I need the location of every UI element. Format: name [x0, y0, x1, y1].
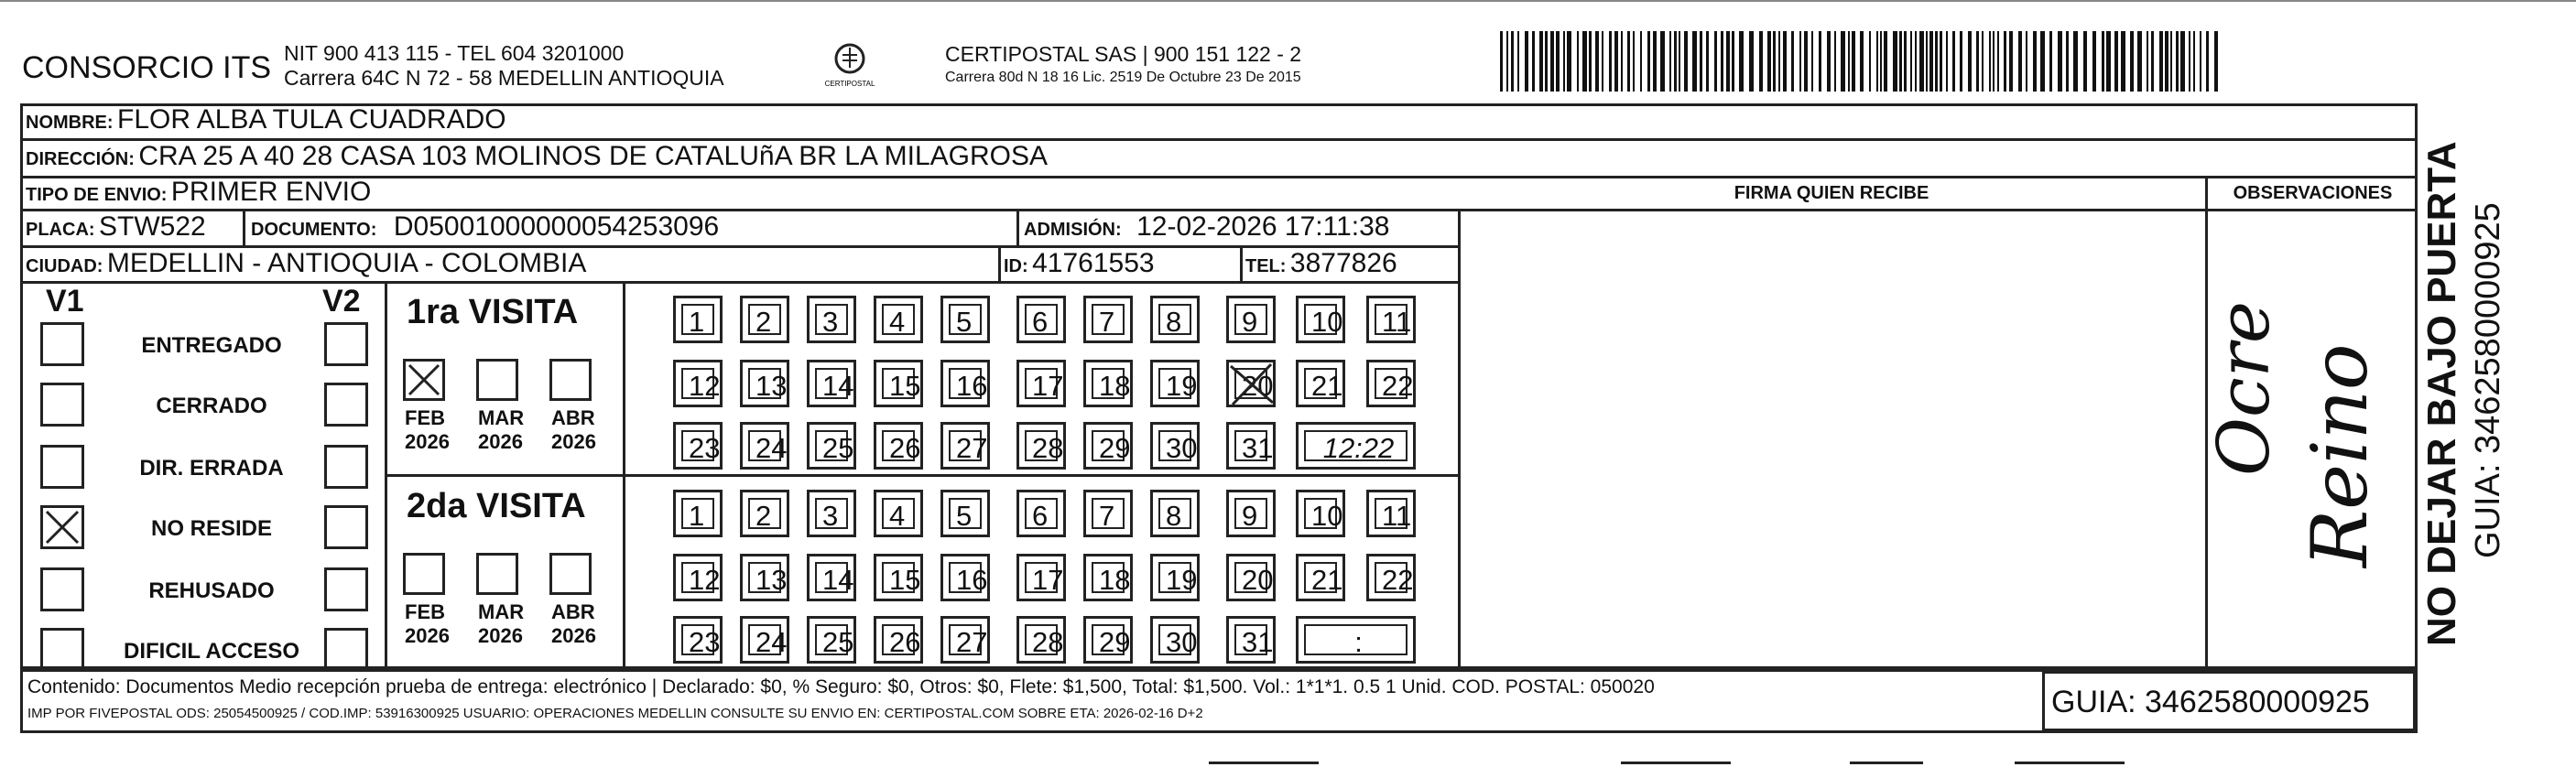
x-mark-icon — [406, 362, 442, 398]
side-guia: GUIA: 3462580000925 — [2469, 202, 2507, 558]
day-box[interactable] — [1150, 360, 1200, 407]
v1-checkbox[interactable] — [40, 322, 84, 366]
day-number: 8 — [1158, 498, 1191, 529]
company-address: Carrera 64C N 72 - 58 MEDELLIN ANTIOQUIA — [284, 66, 724, 90]
ciudad-value: MEDELLIN - ANTIOQUIA - COLOMBIA — [106, 248, 587, 278]
placa-label: PLACA: — [26, 220, 95, 240]
day-box[interactable] — [740, 360, 789, 407]
day-number: 6 — [1025, 304, 1058, 335]
documento-cell — [251, 211, 719, 243]
day-box[interactable] — [807, 554, 856, 601]
day-box[interactable] — [1366, 490, 1416, 537]
day-box[interactable] — [1296, 490, 1345, 537]
footer-guia: GUIA: 3462580000925 — [2051, 685, 2370, 719]
status-option-label: ENTREGADO — [141, 333, 282, 358]
month-label: ABR — [551, 600, 595, 623]
month-checkbox[interactable] — [403, 553, 445, 595]
year-label: 2026 — [405, 624, 450, 647]
day-box[interactable] — [1083, 554, 1133, 601]
placa-value: STW522 — [99, 211, 206, 242]
day-box[interactable] — [807, 422, 856, 470]
day-number: 13 — [748, 368, 781, 399]
documento-value: D05001000000054253096 — [393, 211, 720, 242]
time-box[interactable] — [1296, 616, 1416, 664]
v2-checkbox[interactable] — [324, 445, 368, 489]
day-box[interactable] — [1150, 296, 1200, 343]
day-box[interactable] — [1150, 422, 1200, 470]
day-number: 24 — [748, 624, 781, 655]
day-box[interactable] — [1296, 296, 1345, 343]
year-label: 2026 — [478, 430, 523, 453]
day-number: 9 — [1234, 498, 1267, 529]
day-number: 25 — [815, 430, 848, 461]
day-box[interactable] — [1150, 490, 1200, 537]
direccion-label: DIRECCIÓN: — [26, 149, 135, 169]
admision-label: ADMISIÓN: — [1024, 220, 1122, 240]
day-number: 22 — [1375, 368, 1408, 399]
ciudad-cell — [26, 248, 586, 279]
day-box[interactable] — [740, 554, 789, 601]
day-box[interactable] — [940, 554, 990, 601]
time-box[interactable] — [1296, 422, 1416, 470]
day-box[interactable] — [1016, 554, 1066, 601]
day-number: 4 — [882, 498, 915, 529]
day-number: 7 — [1092, 498, 1125, 529]
year-label: 2026 — [478, 624, 523, 647]
status-option-label: NO RESIDE — [150, 516, 273, 541]
day-box[interactable] — [940, 360, 990, 407]
day-number: 19 — [1158, 368, 1191, 399]
day-box[interactable] — [1083, 296, 1133, 343]
day-box[interactable] — [1083, 616, 1133, 664]
nombre-label: NOMBRE: — [26, 113, 114, 133]
day-number: 24 — [748, 430, 781, 461]
day-number: 16 — [949, 562, 982, 593]
day-number: 14 — [815, 368, 848, 399]
day-number: 26 — [882, 430, 915, 461]
visit1-title: 1ra VISITA — [407, 293, 579, 331]
day-number: 23 — [681, 624, 714, 655]
year-label: 2026 — [551, 430, 596, 453]
day-number: 26 — [882, 624, 915, 655]
day-box[interactable] — [1226, 490, 1276, 537]
day-box[interactable] — [673, 554, 723, 601]
day-box[interactable] — [1296, 360, 1345, 407]
day-box[interactable] — [673, 616, 723, 664]
footer-line1: Contenido: Documentos Medio recepción prueba de entrega: electrónico | Declarado: $0, % Seguro: $0, Otros: $0, Flete: $1,500, Total: $1,500. Vol.: 1*1*1. 0.5 1 Unid. COD. POSTAL: 050020 — [27, 676, 1655, 697]
v1-checkbox[interactable] — [40, 505, 84, 549]
day-box[interactable] — [673, 296, 723, 343]
day-number: 1 — [681, 498, 714, 529]
day-number: 1 — [681, 304, 714, 335]
day-box[interactable] — [1226, 360, 1276, 407]
tel-value: 3877826 — [1289, 248, 1397, 278]
month-label: FEB — [405, 406, 445, 429]
status-option-label: CERRADO — [156, 394, 267, 418]
day-box[interactable] — [1226, 554, 1276, 601]
day-box[interactable] — [874, 296, 923, 343]
day-number: 17 — [1025, 562, 1058, 593]
day-box[interactable] — [874, 616, 923, 664]
v2-checkbox[interactable] — [324, 505, 368, 549]
x-mark-icon — [1229, 362, 1275, 406]
day-number: 6 — [1025, 498, 1058, 529]
nombre-value: FLOR ALBA TULA CUADRADO — [117, 104, 506, 135]
day-number: 3 — [815, 498, 848, 529]
certipostal-line2: Carrera 80d N 18 16 Lic. 2519 De Octubre 23 De 2015 — [945, 70, 1301, 85]
month-checkbox[interactable] — [549, 359, 592, 401]
v1-label: V1 — [46, 284, 84, 319]
nombre-row — [26, 104, 506, 135]
day-box[interactable] — [740, 490, 789, 537]
day-number: 13 — [748, 562, 781, 593]
v2-checkbox[interactable] — [324, 383, 368, 427]
day-number: 12 — [681, 562, 714, 593]
month-checkbox[interactable] — [403, 359, 445, 401]
day-box[interactable] — [807, 490, 856, 537]
tipo-label: TIPO DE ENVIO: — [26, 185, 168, 205]
v1-checkbox[interactable] — [40, 445, 84, 489]
direccion-row — [26, 141, 1048, 172]
day-box[interactable] — [1016, 360, 1066, 407]
day-box[interactable] — [940, 490, 990, 537]
day-number: 28 — [1025, 624, 1058, 655]
month-label: FEB — [405, 600, 445, 623]
day-box[interactable] — [874, 422, 923, 470]
day-box[interactable] — [807, 360, 856, 407]
barcode-icon — [1500, 31, 2223, 92]
day-box[interactable] — [1083, 422, 1133, 470]
svg-text:CERTIPOSTAL: CERTIPOSTAL — [824, 80, 875, 88]
day-box[interactable] — [1016, 616, 1066, 664]
day-number: 12 — [681, 368, 714, 399]
day-box[interactable] — [874, 554, 923, 601]
day-number: 30 — [1158, 624, 1191, 655]
day-number: 31 — [1234, 430, 1267, 461]
month-checkbox[interactable] — [476, 553, 518, 595]
day-number: 8 — [1158, 304, 1191, 335]
day-box[interactable] — [1226, 422, 1276, 470]
placa-cell — [26, 211, 206, 243]
day-box[interactable] — [673, 490, 723, 537]
day-number: 18 — [1092, 562, 1125, 593]
day-box[interactable] — [740, 296, 789, 343]
day-number: 27 — [949, 624, 982, 655]
day-box[interactable] — [1296, 554, 1345, 601]
v1-checkbox[interactable] — [40, 383, 84, 427]
observaciones-header: OBSERVACIONES — [2233, 183, 2393, 203]
admision-cell — [1024, 211, 1389, 243]
direccion-value: CRA 25 A 40 28 CASA 103 MOLINOS DE CATALUñA BR LA MILAGROSA — [138, 141, 1049, 171]
day-number: 4 — [882, 304, 915, 335]
day-number: 21 — [1304, 562, 1337, 593]
day-box[interactable] — [807, 616, 856, 664]
day-number: 29 — [1092, 624, 1125, 655]
tipo-value: PRIMER ENVIO — [170, 177, 372, 207]
day-number: 5 — [949, 304, 982, 335]
day-box[interactable] — [1366, 296, 1416, 343]
tel-cell — [1245, 248, 1397, 279]
status-option-label: DIFICIL ACCESO — [123, 639, 299, 664]
day-number: 31 — [1234, 624, 1267, 655]
company-nit: NIT 900 413 115 - TEL 604 3201000 — [284, 41, 625, 65]
side-warning: NO DEJAR BAJO PUERTA — [2419, 141, 2464, 646]
day-number: 10 — [1304, 498, 1337, 529]
v2-checkbox[interactable] — [324, 567, 368, 611]
day-box[interactable] — [673, 360, 723, 407]
day-number: 5 — [949, 498, 982, 529]
day-box[interactable] — [1016, 490, 1066, 537]
day-box[interactable] — [740, 422, 789, 470]
day-number: 15 — [882, 562, 915, 593]
day-box[interactable] — [1083, 490, 1133, 537]
documento-label: DOCUMENTO: — [251, 220, 377, 240]
day-number: 29 — [1092, 430, 1125, 461]
day-number: 10 — [1304, 304, 1337, 335]
day-number: 19 — [1158, 562, 1191, 593]
day-box[interactable] — [940, 296, 990, 343]
time-value: : — [1304, 624, 1408, 655]
day-box[interactable] — [1083, 360, 1133, 407]
company-name: CONSORCIO ITS — [22, 50, 272, 85]
day-number: 9 — [1234, 304, 1267, 335]
v2-checkbox[interactable] — [324, 322, 368, 366]
admision-value: 12-02-2026 17:11:38 — [1136, 211, 1390, 242]
day-box[interactable] — [940, 616, 990, 664]
day-number: 14 — [815, 562, 848, 593]
day-number: 20 — [1234, 562, 1267, 593]
day-number: 28 — [1025, 430, 1058, 461]
handwriting-line1: Ocre — [2203, 300, 2286, 476]
day-box[interactable] — [1366, 554, 1416, 601]
day-number: 2 — [748, 498, 781, 529]
status-option-label: DIR. ERRADA — [139, 456, 284, 481]
time-value: 12:22 — [1304, 430, 1408, 461]
day-number: 17 — [1025, 368, 1058, 399]
day-box[interactable] — [874, 360, 923, 407]
firma-header: FIRMA QUIEN RECIBE — [1734, 183, 1929, 203]
day-number: 7 — [1092, 304, 1125, 335]
x-mark-icon — [43, 508, 82, 546]
day-box[interactable] — [1150, 616, 1200, 664]
id-label: ID: — [1004, 256, 1028, 276]
year-label: 2026 — [551, 624, 596, 647]
ciudad-label: CIUDAD: — [26, 256, 103, 276]
day-box[interactable] — [740, 616, 789, 664]
id-cell — [1004, 248, 1155, 279]
day-number: 18 — [1092, 368, 1125, 399]
day-box[interactable] — [1226, 296, 1276, 343]
v1-checkbox[interactable] — [40, 567, 84, 611]
month-label: MAR — [478, 600, 525, 623]
footer-line2: IMP POR FIVEPOSTAL ODS: 25054500925 / COD.IMP: 53916300925 USUARIO: OPERACIONES MEDELLIN CONSULTE SU ENVIO EN: CERTIPOSTAL.COM SOBRE ETA: 2026-02-16 D+2 — [27, 706, 1203, 721]
visit2-title: 2da VISITA — [407, 487, 586, 525]
day-number: 15 — [882, 368, 915, 399]
logo-icon — [822, 38, 877, 93]
day-box[interactable] — [1226, 616, 1276, 664]
day-box[interactable] — [1016, 296, 1066, 343]
day-number: 11 — [1375, 498, 1408, 529]
day-number: 23 — [681, 430, 714, 461]
year-label: 2026 — [405, 430, 450, 453]
status-option-label: REHUSADO — [148, 578, 275, 603]
barcode — [1500, 31, 2223, 92]
day-number: 3 — [815, 304, 848, 335]
handwriting-line2: Reino — [2295, 343, 2385, 567]
day-number: 21 — [1304, 368, 1337, 399]
month-label: ABR — [551, 406, 595, 429]
handwritten-note — [2203, 275, 2414, 659]
day-box[interactable] — [940, 422, 990, 470]
day-box[interactable] — [1150, 554, 1200, 601]
day-number: 22 — [1375, 562, 1408, 593]
tel-label: TEL: — [1245, 256, 1287, 276]
id-value: 41761553 — [1032, 248, 1155, 278]
month-checkbox[interactable] — [549, 553, 592, 595]
day-number: 20 — [1234, 368, 1267, 399]
v2-label: V2 — [322, 284, 361, 319]
day-box[interactable] — [874, 490, 923, 537]
certipostal-line1: CERTIPOSTAL SAS | 900 151 122 - 2 — [945, 42, 1302, 66]
day-number: 11 — [1375, 304, 1408, 335]
v1-checkbox[interactable] — [40, 628, 84, 672]
day-number: 30 — [1158, 430, 1191, 461]
tipo-row — [26, 177, 371, 208]
day-number: 27 — [949, 430, 982, 461]
certipostal-logo — [822, 38, 877, 93]
month-label: MAR — [478, 406, 525, 429]
day-box[interactable] — [807, 296, 856, 343]
day-box[interactable] — [1366, 360, 1416, 407]
day-number: 2 — [748, 304, 781, 335]
day-box[interactable] — [1016, 422, 1066, 470]
day-number: 16 — [949, 368, 982, 399]
day-number: 25 — [815, 624, 848, 655]
month-checkbox[interactable] — [476, 359, 518, 401]
v2-checkbox[interactable] — [324, 628, 368, 672]
day-box[interactable] — [673, 422, 723, 470]
